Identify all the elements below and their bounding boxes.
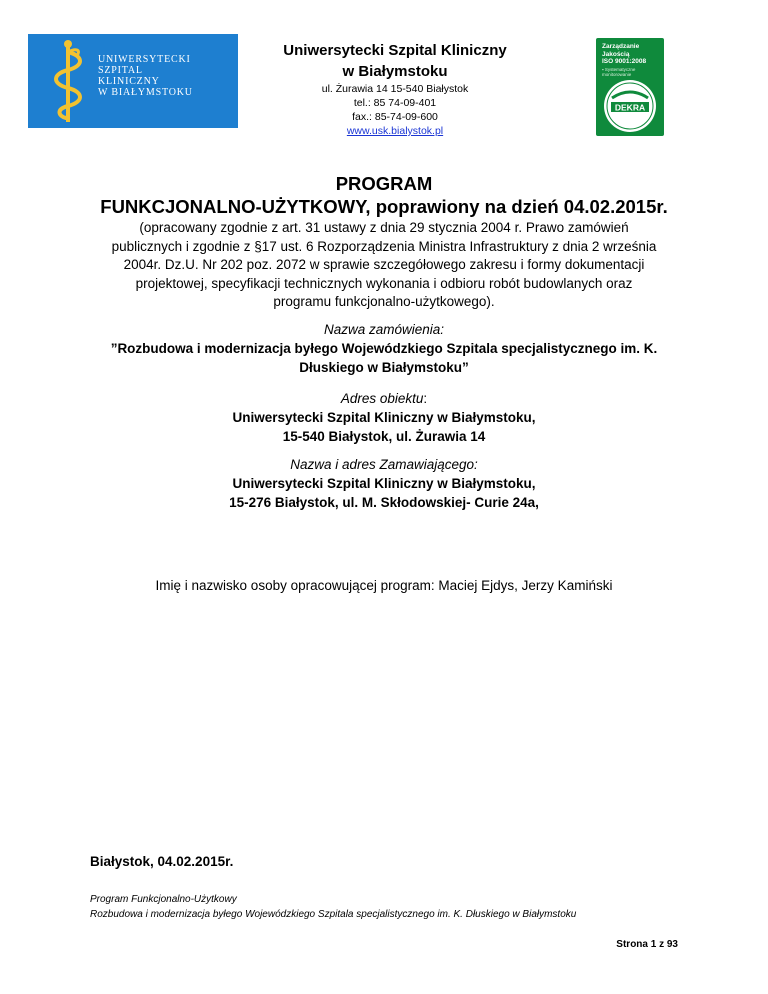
page-number: Strona 1 z 93 [616,939,678,950]
title-block [40,172,728,312]
logo-line-1: UNIWERSYTECKI [98,54,191,65]
site-address-label-row [40,389,728,408]
client-line-1: Uniwersytecki Szpital Kliniczny w Białymstoku, [232,476,536,491]
site-address-label: Adres obiektu [340,391,424,406]
hospital-phone: tel.: 85 74-09-401 [353,97,437,109]
legal-basis-line-1: (opracowany zgodnie z art. 31 ustawy z dnia 29 stycznia 2004 r. Prawo zamówień [139,220,629,235]
hospital-name-line-2: w Białymstoku [342,63,448,80]
logo-line-3: KLINICZNY [98,76,160,87]
site-address-line-1: Uniwersytecki Szpital Kliniczny w Białymstoku, [232,410,536,425]
legal-basis-line-3: 2004r. Dz.U. Nr 202 poz. 2072 w sprawie szczegółowego zakresu i formy dokumentacji [123,257,645,272]
legal-basis-line-2: publicznych i zgodnie z §17 ust. 6 Rozporządzenia Ministra Infrastruktury z dnia 2 września [111,238,657,254]
site-address-line-2: 15-540 Białystok, ul. Żurawia 14 [282,429,486,444]
order-label: Nazwa zamówienia: [323,322,445,337]
logo-line-4: W BIAŁYMSTOKU [98,87,193,98]
legal-basis [40,219,728,312]
cert-small-text [602,67,635,77]
cert-text [602,43,646,66]
client-line-2: 15-276 Białystok, ul. M. Skłodowskiej- Curie 24a, [229,495,539,510]
hospital-logo [28,34,238,128]
document-header [250,40,540,138]
logo-line-2: SZPITAL [98,65,143,76]
program-subtitle: FUNKCJONALNO-UŻYTKOWY, poprawiony na dzień 04.02.2015r. [100,196,668,217]
footer-line-2: Rozbudowa i modernizacja byłego Wojewódzkiego Szpitala specjalistycznego im. K. Dłuskiego w Białymstoku [90,909,577,920]
page-footer [90,892,576,922]
order-section [40,320,728,377]
client-label: Nazwa i adres Zamawiającego: [290,457,478,472]
place-date: Białystok, 04.02.2015r. [90,854,234,869]
order-name-line-1: ”Rozbudowa i modernizacja byłego Wojewódzkiego Szpitala specjalistycznego im. K. [110,341,658,356]
hospital-address: ul. Żurawia 14 15-540 Białystok [321,83,469,95]
logo-text [98,54,193,98]
cert-line-4: ▪ Systematyczne [602,67,636,72]
hospital-website-link[interactable]: www.usk.bialystok.pl [346,125,444,137]
hospital-name-line-1: Uniwersytecki Szpital Kliniczny [283,42,507,59]
cert-line-3: ISO 9001:2008 [602,58,647,65]
site-address-colon: : [423,391,428,406]
legal-basis-line-4: projektowej, specyfikacji technicznych wykonania i odbioru robót budowlanych oraz [135,275,633,291]
hospital-fax: fax.: 85-74-09-600 [352,111,438,123]
program-authors: Imię i nazwisko osoby opracowującej program: Maciej Ejdys, Jerzy Kamiński [155,578,613,593]
program-title: PROGRAM [335,173,433,194]
order-name-line-2: Dłuskiego w Białymstoku” [299,360,469,375]
legal-basis-line-5: programu funkcjonalno-użytkowego). [273,294,495,309]
cert-line-5: monitorowanie [602,72,632,77]
footer-line-1: Program Funkcjonalno-Użytkowy [90,894,237,905]
caduceus-icon [40,38,96,124]
cert-line-2: Jakością [602,50,630,58]
client-section [40,455,728,512]
iso-certificate-badge [596,38,664,136]
dekra-mark: DEKRA [614,102,646,113]
site-address-section [40,389,728,446]
dekra-certificate-icon [600,78,660,134]
cert-line-1: Zarządzanie [602,43,640,50]
